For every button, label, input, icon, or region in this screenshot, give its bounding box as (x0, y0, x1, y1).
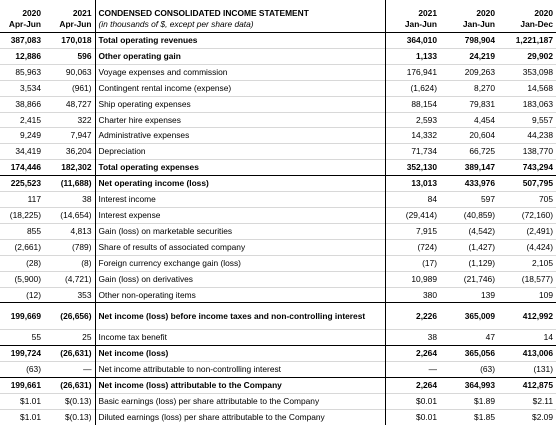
line-item-label: Net income (loss) before income taxes and non-controlling interest (95, 303, 385, 330)
value-2020-apr-jun: 9,249 (0, 128, 44, 144)
line-item-label: Charter hire expenses (95, 112, 385, 128)
value-2020-apr-jun: (12) (0, 287, 44, 303)
table-row (0, 176, 556, 192)
value-2020-jan-dec: 412,992 (498, 303, 556, 330)
value-2020-jan-jun: (4,542) (440, 223, 498, 239)
header-col-4: 2021 Jan-Jun (385, 0, 440, 33)
value-2020-apr-jun: 199,661 (0, 378, 44, 394)
value-2021-apr-jun: (789) (44, 239, 95, 255)
value-2020-apr-jun: (63) (0, 362, 44, 378)
value-2021-apr-jun: (11,688) (44, 176, 95, 192)
header-col-1: 2020 Apr-Jun (8, 8, 41, 29)
table-row (0, 223, 556, 239)
value-2020-jan-jun: 389,147 (440, 160, 498, 176)
header-col-6: 2020 Jan-Dec (520, 8, 553, 29)
value-2020-jan-dec: 29,902 (498, 48, 556, 64)
value-2021-apr-jun: 48,727 (44, 96, 95, 112)
value-2021-jan-jun: — (385, 362, 440, 378)
table-row (0, 239, 556, 255)
value-2020-jan-jun: (63) (440, 362, 498, 378)
value-2020-jan-dec: $2.09 (498, 409, 556, 424)
value-2020-jan-jun: $1.89 (440, 394, 498, 410)
line-item-label: Foreign currency exchange gain (loss) (95, 255, 385, 271)
value-2020-apr-jun: 85,963 (0, 64, 44, 80)
value-2021-apr-jun: (961) (44, 80, 95, 96)
line-item-label: Net income attributable to non-controlling interest (95, 362, 385, 378)
table-row (0, 207, 556, 223)
value-2020-apr-jun: 2,415 (0, 112, 44, 128)
value-2020-jan-jun: 365,056 (440, 346, 498, 362)
value-2020-apr-jun: 12,886 (0, 48, 44, 64)
value-2020-jan-dec: (2,491) (498, 223, 556, 239)
value-2021-jan-jun: 352,130 (385, 160, 440, 176)
value-2020-jan-jun: 66,725 (440, 144, 498, 160)
value-2020-jan-dec: 2,105 (498, 255, 556, 271)
value-2020-jan-jun: 24,219 (440, 48, 498, 64)
line-item-label: Net income (loss) attributable to the Company (95, 378, 385, 394)
line-item-label: Basic earnings (loss) per share attributable to the Company (95, 394, 385, 410)
table-row (0, 409, 556, 424)
line-item-label: Ship operating expenses (95, 96, 385, 112)
value-2021-jan-jun: 1,133 (385, 48, 440, 64)
table-row (0, 192, 556, 208)
value-2020-jan-jun: 8,270 (440, 80, 498, 96)
value-2020-jan-dec: 183,063 (498, 96, 556, 112)
value-2020-apr-jun: 225,523 (0, 176, 44, 192)
value-2020-apr-jun: 3,534 (0, 80, 44, 96)
value-2020-apr-jun: (18,225) (0, 207, 44, 223)
value-2021-apr-jun: 7,947 (44, 128, 95, 144)
value-2021-jan-jun: 2,593 (385, 112, 440, 128)
value-2020-jan-jun: 47 (440, 330, 498, 346)
value-2021-jan-jun: 7,915 (385, 223, 440, 239)
value-2020-jan-dec: 412,875 (498, 378, 556, 394)
value-2020-jan-jun: 79,831 (440, 96, 498, 112)
line-item-label: Other non-operating items (95, 287, 385, 303)
value-2021-apr-jun: 170,018 (44, 33, 95, 49)
value-2021-jan-jun: 380 (385, 287, 440, 303)
value-2020-jan-dec: 507,795 (498, 176, 556, 192)
line-item-label: Contingent rental income (expense) (95, 80, 385, 96)
table-row (0, 144, 556, 160)
line-item-label: Voyage expenses and commission (95, 64, 385, 80)
line-item-label: Interest income (95, 192, 385, 208)
value-2021-apr-jun: (26,631) (44, 346, 95, 362)
table-row (0, 80, 556, 96)
value-2020-jan-dec: 44,238 (498, 128, 556, 144)
value-2020-jan-jun: 433,976 (440, 176, 498, 192)
value-2021-jan-jun: 10,989 (385, 271, 440, 287)
value-2021-apr-jun: 353 (44, 287, 95, 303)
value-2021-jan-jun: 84 (385, 192, 440, 208)
value-2020-apr-jun: 174,446 (0, 160, 44, 176)
line-item-label: Share of results of associated company (95, 239, 385, 255)
value-2020-jan-jun: 209,263 (440, 64, 498, 80)
value-2020-jan-dec: 1,221,187 (498, 33, 556, 49)
value-2020-apr-jun: 855 (0, 223, 44, 239)
value-2020-jan-dec: 14 (498, 330, 556, 346)
value-2020-jan-jun: 139 (440, 287, 498, 303)
value-2021-apr-jun: 182,302 (44, 160, 95, 176)
value-2020-apr-jun: 117 (0, 192, 44, 208)
value-2020-jan-dec: 705 (498, 192, 556, 208)
value-2020-jan-dec: 138,770 (498, 144, 556, 160)
value-2021-jan-jun: 364,010 (385, 33, 440, 49)
value-2020-jan-jun: 798,904 (440, 33, 498, 49)
value-2021-jan-jun: $0.01 (385, 409, 440, 424)
table-row (0, 33, 556, 49)
statement-title: CONDENSED CONSOLIDATED INCOME STATEMENT (in thousands of $, except per share data) (95, 0, 385, 33)
value-2021-apr-jun: (14,654) (44, 207, 95, 223)
value-2021-apr-jun: 322 (44, 112, 95, 128)
table-row (0, 160, 556, 176)
line-item-label: Other operating gain (95, 48, 385, 64)
value-2021-apr-jun: 596 (44, 48, 95, 64)
value-2020-jan-dec: 413,006 (498, 346, 556, 362)
value-2020-apr-jun: 55 (0, 330, 44, 346)
line-item-label: Total operating revenues (95, 33, 385, 49)
table-row (0, 128, 556, 144)
value-2021-apr-jun: 90,063 (44, 64, 95, 80)
table-row (0, 64, 556, 80)
value-2021-jan-jun: 2,264 (385, 378, 440, 394)
value-2020-jan-dec: 743,294 (498, 160, 556, 176)
table-row (0, 378, 556, 394)
value-2021-jan-jun: (29,414) (385, 207, 440, 223)
value-2021-jan-jun: 2,264 (385, 346, 440, 362)
value-2020-apr-jun: $1.01 (0, 409, 44, 424)
value-2021-apr-jun: (4,721) (44, 271, 95, 287)
line-item-label: Income tax benefit (95, 330, 385, 346)
value-2020-jan-dec: 9,557 (498, 112, 556, 128)
table-row (0, 96, 556, 112)
line-item-label: Gain (loss) on marketable securities (95, 223, 385, 239)
value-2020-apr-jun: (28) (0, 255, 44, 271)
value-2020-apr-jun: 199,669 (0, 303, 44, 330)
value-2020-jan-jun: (1,129) (440, 255, 498, 271)
value-2020-apr-jun: 387,083 (0, 33, 44, 49)
table-row (0, 346, 556, 362)
header-row (0, 0, 556, 33)
value-2021-jan-jun: 176,941 (385, 64, 440, 80)
value-2020-apr-jun: 199,724 (0, 346, 44, 362)
header-col-2: 2021 Apr-Jun (59, 8, 92, 29)
value-2020-apr-jun: 34,419 (0, 144, 44, 160)
value-2021-jan-jun: (17) (385, 255, 440, 271)
table-row (0, 48, 556, 64)
line-item-label: Diluted earnings (loss) per share attributable to the Company (95, 409, 385, 424)
value-2020-jan-jun: 364,993 (440, 378, 498, 394)
value-2020-apr-jun: (5,900) (0, 271, 44, 287)
value-2020-apr-jun: (2,661) (0, 239, 44, 255)
value-2021-jan-jun: 14,332 (385, 128, 440, 144)
value-2021-jan-jun: 71,734 (385, 144, 440, 160)
line-item-label: Net income (loss) (95, 346, 385, 362)
line-item-label: Net operating income (loss) (95, 176, 385, 192)
statement-body (0, 33, 556, 425)
table-row (0, 330, 556, 346)
value-2020-jan-dec: 353,098 (498, 64, 556, 80)
value-2020-jan-jun: $1.85 (440, 409, 498, 424)
value-2021-jan-jun: 13,013 (385, 176, 440, 192)
value-2021-jan-jun: (724) (385, 239, 440, 255)
value-2020-jan-jun: (1,427) (440, 239, 498, 255)
line-item-label: Interest expense (95, 207, 385, 223)
value-2020-jan-jun: 597 (440, 192, 498, 208)
line-item-label: Gain (loss) on derivatives (95, 271, 385, 287)
value-2020-jan-jun: (40,859) (440, 207, 498, 223)
line-item-label: Depreciation (95, 144, 385, 160)
value-2020-jan-dec: 14,568 (498, 80, 556, 96)
value-2020-apr-jun: $1.01 (0, 394, 44, 410)
value-2021-apr-jun: (26,656) (44, 303, 95, 330)
value-2021-apr-jun: 38 (44, 192, 95, 208)
value-2021-apr-jun: $(0.13) (44, 394, 95, 410)
value-2021-apr-jun: $(0.13) (44, 409, 95, 424)
value-2020-jan-dec: $2.11 (498, 394, 556, 410)
value-2021-jan-jun: 88,154 (385, 96, 440, 112)
value-2020-jan-dec: (4,424) (498, 239, 556, 255)
value-2021-jan-jun: (1,624) (385, 80, 440, 96)
header-col-5: 2020 Jan-Jun (462, 8, 495, 29)
line-item-label: Administrative expenses (95, 128, 385, 144)
value-2020-jan-jun: 4,454 (440, 112, 498, 128)
table-row (0, 271, 556, 287)
value-2021-apr-jun: (8) (44, 255, 95, 271)
line-item-label: Total operating expenses (95, 160, 385, 176)
value-2021-apr-jun: 4,813 (44, 223, 95, 239)
table-row (0, 287, 556, 303)
value-2020-jan-dec: (72,160) (498, 207, 556, 223)
value-2021-apr-jun: (26,631) (44, 378, 95, 394)
value-2021-jan-jun: $0.01 (385, 394, 440, 410)
value-2021-apr-jun: — (44, 362, 95, 378)
value-2020-jan-dec: (18,577) (498, 271, 556, 287)
value-2021-jan-jun: 2,226 (385, 303, 440, 330)
value-2021-jan-jun: 38 (385, 330, 440, 346)
value-2020-jan-dec: (131) (498, 362, 556, 378)
value-2020-apr-jun: 38,866 (0, 96, 44, 112)
table-row (0, 362, 556, 378)
value-2020-jan-jun: (21,746) (440, 271, 498, 287)
value-2020-jan-jun: 365,009 (440, 303, 498, 330)
table-row (0, 394, 556, 410)
value-2020-jan-jun: 20,604 (440, 128, 498, 144)
value-2020-jan-dec: 109 (498, 287, 556, 303)
table-row (0, 255, 556, 271)
value-2021-apr-jun: 25 (44, 330, 95, 346)
value-2021-apr-jun: 36,204 (44, 144, 95, 160)
table-row (0, 112, 556, 128)
table-row (0, 303, 556, 330)
